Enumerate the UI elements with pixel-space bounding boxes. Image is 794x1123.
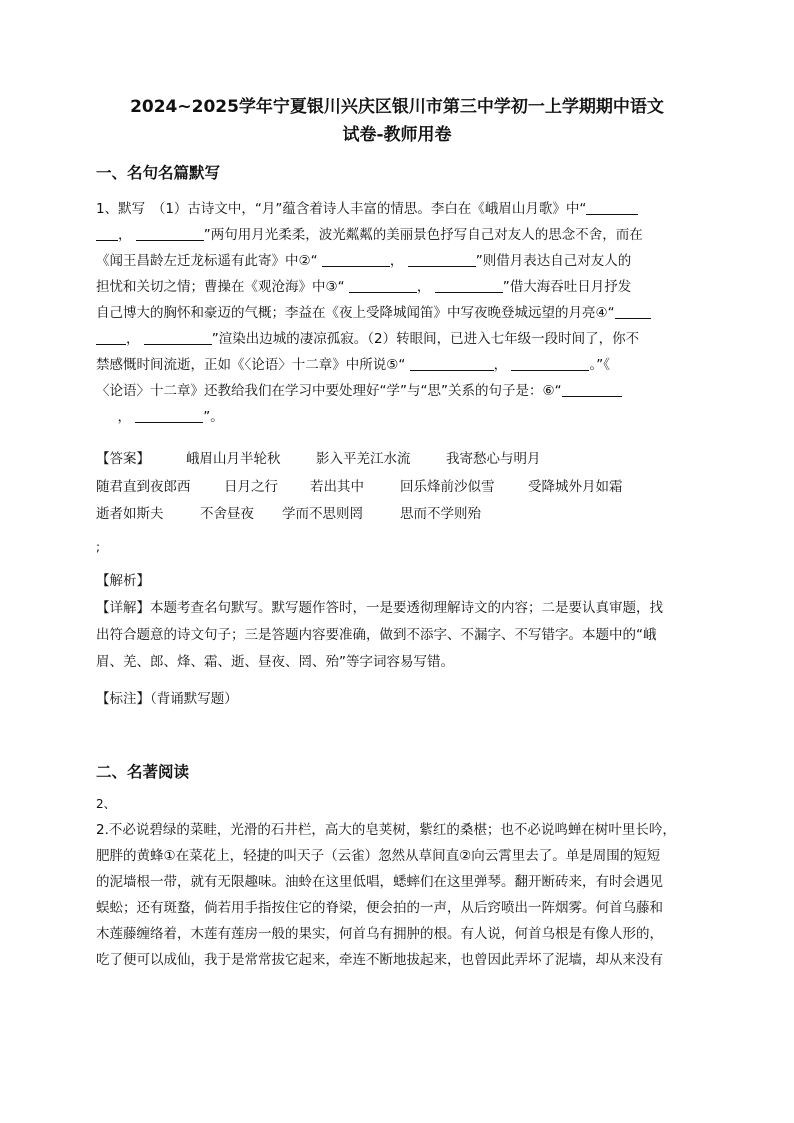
answer-item: 受降城外月如霜 [528,479,623,495]
question1-text: ， [117,409,131,425]
question1-line1 [96,200,698,218]
answer-blank [144,331,212,345]
question1-line6 [96,330,698,348]
answer-blank [562,383,622,397]
answer-blank [96,227,118,241]
question1-text: 〈论语〉十二章》还教给我们在学习中要处理好“学”与“思”关系的句子是：⑥“ [96,383,562,399]
question1-text: ， [118,227,132,243]
question1-line8 [96,382,698,400]
question1-text: ”。 [203,409,224,425]
answer-blank [511,357,589,371]
answer-blank [96,331,126,345]
passage-line: 肥胖的黄蜂①在菜花上，轻捷的叫天子（云雀）忽然从草间直②向云霄里去了。单是周围的短短 [96,848,661,864]
answer-item: 若出其中 [310,479,364,495]
question1-line7 [96,356,698,374]
answer-item: 学而不思则罔 [282,506,363,522]
question1-text: ”借大海吞吐日月抒发 [502,279,632,295]
question1-line3 [96,252,698,270]
question1-text: 《闻王昌龄左迁龙标遥有此寄》中②“ [96,253,318,269]
question1-text: 担忧和关切之情；曹操在《观沧海》中③“ [96,279,345,295]
answer-row-2 [96,478,623,496]
question1-text: 1、默写 （1）古诗文中，“月”蕴含着诗人丰富的情思。李白在《峨眉山月歌》中“ [96,201,587,217]
question1-text: ”则借月表达自己对友人的 [475,253,632,269]
answer-item: 随君直到夜郎西 [96,479,191,495]
answer-item: 逝者如斯夫 [96,506,164,522]
passage-line: 2.不必说碧绿的菜畦，光滑的石井栏，高大的皂荚树，紫红的桑椹；也不必说鸣蝉在树叶里长吟， [96,822,676,838]
analysis-line: 出符合题意的诗文句子；三是答题内容要准确，做到不添字、不漏字、不写错字。本题中的“峨 [96,627,657,643]
question1-line9 [96,408,698,426]
question1-line5 [96,304,698,322]
answer-item: 不舍昼夜 [200,506,254,522]
document-title-line2: 试卷-教师用卷 [342,125,452,145]
document-title-line1: 2024~2025学年宁夏银川兴庆区银川市第三中学初一上学期期中语文 [130,97,664,117]
passage-line: 的泥墙根一带，就有无限趣味。油蛉在这里低唱，蟋蟀们在这里弹琴。翻开断砖来，有时会遇见 [96,874,663,890]
answer-item: 峨眉山月半轮秋 [186,451,281,467]
question1-text: 自己博大的胸怀和豪迈的气概；李益在《夜上受降城闻笛》中写夜晚登城远望的月亮④“ [96,305,615,321]
answer-item: 思而不学则殆 [400,506,481,522]
passage-line: 吃了便可以成仙，我于是常常拔它起来，牵连不断地拔起来，也曾因此弄坏了泥墙，却从来没有 [96,952,663,968]
answer-label: 【答案】 [96,451,150,467]
analysis-line: 眉、羌、郎、烽、霜、逝、昼夜、罔、殆”等字词容易写错。 [96,654,454,670]
question1-text: ”两句用月光柔柔，波光粼粼的美丽景色抒写自己对友人的思念不舍，而在 [203,227,643,243]
analysis-line: 【详解】本题考查名句默写。默写题作答时，一是要透彻理解诗文的内容；二是要认真审题，找 [96,600,663,616]
answer-blank [435,279,503,293]
answer-item: 我寄愁心与明月 [446,451,541,467]
passage-line: 木莲藤缠络着，木莲有莲房一般的果实，何首乌有拥肿的根。有人说，何首乌根是有像人形的， [96,926,663,942]
question1-text: 禁感慨时间流逝，正如《〈论语〉十二章》中所说⑤“ [96,357,406,373]
answer-item: 影入平羌江水流 [316,451,411,467]
question1-line2 [96,226,698,244]
stray-semicolon: ; [96,540,101,554]
answer-item: 日月之行 [224,479,278,495]
section2-heading: 二、名著阅读 [96,763,190,781]
answer-blank [135,409,203,423]
passage-line: 蜈蚣；还有斑蝥，倘若用手指按住它的脊梁，便会拍的一声，从后窍喷出一阵烟雾。何首乌藤和 [96,900,663,916]
question1-text: ， [126,331,140,347]
question1-line4 [96,278,698,296]
question-tag: 【标注】（背诵默写题） [96,691,238,707]
analysis-label: 【解析】 [96,573,150,589]
answer-item: 回乐烽前沙似雪 [400,479,495,495]
question1-text: ， [389,253,404,269]
answer-blank [615,305,651,319]
answer-row-3 [96,505,481,523]
answer-blank [410,357,494,371]
answer-blank [349,279,417,293]
answer-blank [586,201,638,215]
question1-text: ， [416,279,431,295]
answer-blank [136,227,204,241]
answer-blank [408,253,476,267]
answer-blank [322,253,390,267]
answer-row-1 [96,450,541,468]
question1-text: ， [493,357,508,373]
question1-text: 。”《 [589,357,610,373]
question1-text: ”渲染出边城的凄凉孤寂。（2）转眼间，已进入七年级一段时间了，你不 [211,331,640,347]
section1-heading: 一、名句名篇默写 [96,164,221,182]
question2-number: 2、 [96,797,116,811]
